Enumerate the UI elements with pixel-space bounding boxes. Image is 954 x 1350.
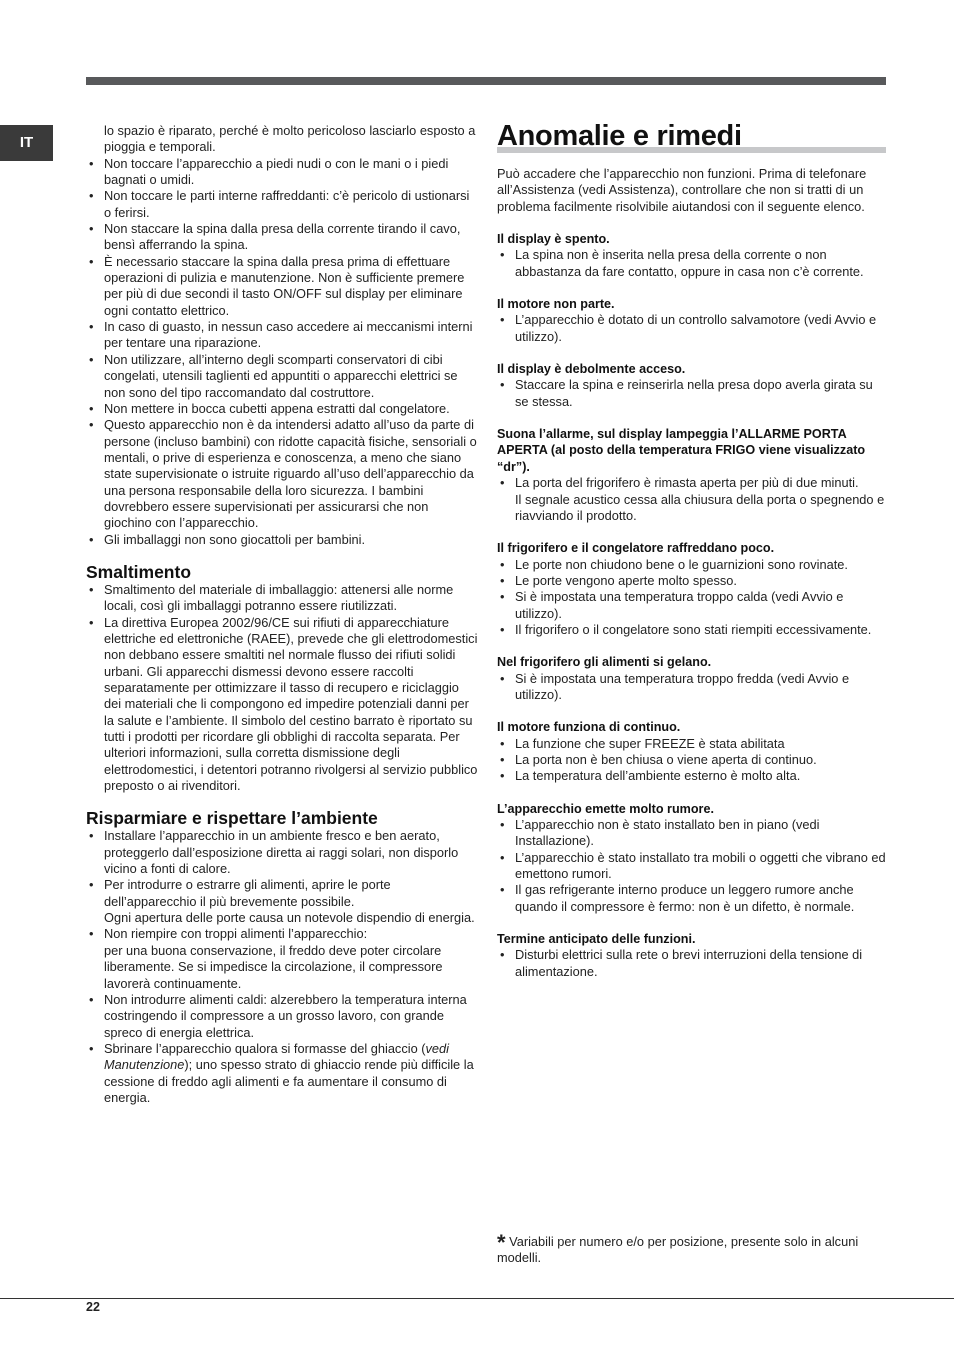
list-item: • Staccare la spina e reinserirla nella presa dopo averla girata su se stessa. bbox=[497, 377, 889, 410]
continued-paragraph: lo spazio è riparato, perché è molto pericoloso lasciarlo esposto a pioggia e temporali. bbox=[104, 123, 476, 155]
issue-heading: Il frigorifero e il congelatore raffreddano poco. bbox=[497, 541, 775, 556]
list-item: • La spina non è inserita nella presa della corrente o non abbastanza da fare contatto, oppure in casa non c’è corrente. bbox=[497, 247, 889, 280]
item-text: Ogni apertura delle porte causa un notevole dispendio di energia. bbox=[104, 910, 475, 926]
item-text: Non riempire con troppi alimenti l’apparecchio: bbox=[104, 926, 368, 942]
item-text: La porta del frigorifero è rimasta aperta per più di due minuti. bbox=[515, 475, 859, 491]
list-item: • Non mettere in bocca cubetti appena estratti dal congelatore. bbox=[86, 401, 478, 417]
section-heading-risparmio: Risparmiare e rispettare l’ambiente bbox=[86, 808, 378, 829]
list-item: • Si è impostata una temperatura troppo fredda (vedi Avvio e utilizzo). bbox=[497, 671, 889, 704]
issue-heading: Il display è spento. bbox=[497, 232, 610, 247]
list-item bbox=[86, 1041, 478, 1106]
page-title: Anomalie e rimedi bbox=[497, 120, 742, 152]
list-item: • In caso di guasto, in nessun caso accedere ai meccanismi interni per tentare una riparazione. bbox=[86, 319, 478, 352]
list-item bbox=[497, 475, 889, 524]
issue-block bbox=[497, 931, 889, 980]
list-item: • È necessario staccare la spina dalla presa prima di effettuare operazioni di pulizia e manutenzione. Non è sufficiente premere per più di due secondi il tasto ON/OFF sul display per eliminare ogni contatto elettrico. bbox=[86, 254, 478, 319]
header-rule bbox=[86, 77, 886, 85]
list-item: • Le porte non chiudono bene o le guarnizioni sono rovinate. bbox=[497, 557, 889, 573]
list-item: • La direttiva Europea 2002/96/CE sui rifiuti di apparecchiature elettriche ed elettroniche (RAEE), prevede che gli elettrodomestici non debbano essere smaltiti nel normale flusso dei rifiuti solidi urbani. Gli apparecchi dismessi devono essere raccolti separatamente per ottimizzare il tasso di recupero e riciclaggio dei materiali che li compongono ed impedire potenziali danni per la salute e l’ambiente. Il simbolo del cestino barrato è riportato su tutti i prodotti per ricordare gli obblighi di raccolta separata. Per ulteriori informazioni, sulla corretta dismissione degli elettrodomestici, i detentori potranno rivolgersi al servizio pubblico preposto o ai rivenditori. bbox=[86, 615, 478, 795]
issue-heading: L’apparecchio emette molto rumore. bbox=[497, 801, 714, 816]
list-item: • Il frigorifero o il congelatore sono stati riempiti eccessivamente. bbox=[497, 622, 889, 638]
list-item: • L’apparecchio è stato installato tra mobili o oggetti che vibrano ed emettono rumori. bbox=[497, 850, 889, 883]
issue-heading: Suona l’allarme, sul display lampeggia l’ALLARME PORTA APERTA (al posto della temperatura FRIGO viene visualizzato “dr”). bbox=[497, 427, 866, 474]
issue-block bbox=[497, 801, 889, 915]
issue-block bbox=[497, 654, 889, 703]
list-item: • Installare l’apparecchio in un ambiente fresco e ben aerato, proteggerlo dall’esposizione diretta ai raggi solari, non disporlo vicino a fonti di calore. bbox=[86, 828, 478, 877]
issue-heading: Il motore funziona di continuo. bbox=[497, 720, 681, 735]
item-text: Il segnale acustico cessa alla chiusura della porta o spegnendo e riavviando il prodotto. bbox=[515, 491, 885, 523]
safety-list bbox=[86, 156, 478, 548]
list-item: • L’apparecchio è dotato di un controllo salvamotore (vedi Avvio e utilizzo). bbox=[497, 312, 889, 345]
item-text: Sbrinare l’apparecchio qualora si formasse del ghiaccio ( bbox=[104, 1040, 426, 1056]
intro-paragraph: Può accadere che l’apparecchio non funzioni. Prima di telefonare all’Assistenza (vedi Assistenza), controllare che non si tratti di un problema facilmente risolvibile aiutandosi con il seguente elenco. bbox=[497, 166, 867, 214]
issue-heading: Il motore non parte. bbox=[497, 297, 615, 312]
list-item: • La funzione che super FREEZE è stata abilitata bbox=[497, 736, 889, 752]
list-item: • L’apparecchio non è stato installato ben in piano (vedi Installazione). bbox=[497, 817, 889, 850]
smaltimento-list bbox=[86, 582, 478, 794]
item-text: Per introdurre o estrarre gli alimenti, aprire le porte dell’apparecchio il più brevemente possibile. bbox=[104, 877, 391, 909]
left-column bbox=[86, 123, 478, 1106]
risparmio-list bbox=[86, 828, 478, 1106]
asterisk-icon: * bbox=[497, 1230, 506, 1255]
list-item: • Non toccare l’apparecchio a piedi nudi o con le mani o i piedi bagnati o umidi. bbox=[86, 156, 478, 189]
list-item: • Smaltimento del materiale di imballaggio: attenersi alle norme locali, così gli imballaggi potranno essere riutilizzati. bbox=[86, 582, 478, 615]
list-item: • Si è impostata una temperatura troppo calda (vedi Avvio e utilizzo). bbox=[497, 589, 889, 622]
issue-heading: Nel frigorifero gli alimenti si gelano. bbox=[497, 655, 712, 670]
list-item: • Il gas refrigerante interno produce un leggero rumore anche quando il compressore è fermo: non è un difetto, è normale. bbox=[497, 882, 889, 915]
issue-block bbox=[497, 719, 889, 784]
list-item: • Disturbi elettrici sulla rete o brevi interruzioni della tensione di alimentazione. bbox=[497, 947, 889, 980]
list-item: • Non introdurre alimenti caldi: alzerebbero la temperatura interna costringendo il compressore a un grosso lavoro, con grande spreco di energia elettrica. bbox=[86, 992, 478, 1041]
issue-block bbox=[497, 361, 889, 410]
list-item: • La porta non è ben chiusa o viene aperta di continuo. bbox=[497, 752, 889, 768]
item-text: ); uno spesso strato di ghiaccio rende più difficile la cessione di freddo agli alimenti e fa aumentare il consumo di energia. bbox=[104, 1057, 474, 1105]
list-item: • Le porte vengono aperte molto spesso. bbox=[497, 573, 889, 589]
issue-block bbox=[497, 296, 889, 345]
footnote bbox=[497, 1230, 889, 1267]
language-tab: IT bbox=[0, 125, 53, 161]
footnote-text: Variabili per numero e/o per posizione, presente solo in alcuni modelli. bbox=[497, 1234, 859, 1266]
issue-block bbox=[497, 426, 889, 524]
issue-heading: Il display è debolmente acceso. bbox=[497, 362, 686, 377]
list-item: • Questo apparecchio non è da intendersi adatto all’uso da parte di persone (incluso bambini) con ridotte capacità fisiche, sensoriali o mentali, o prive di esperienza e conoscenza, a meno che siano state supervisionate o istruite riguardo all’uso dell’apparecchio da una persona responsabile della loro sicurezza. I bambini dovrebbero essere supervisionati per assicurarsi che non giochino con l’apparecchio. bbox=[86, 417, 478, 531]
issue-heading: Termine anticipato delle funzioni. bbox=[497, 932, 696, 947]
footer-rule bbox=[0, 1298, 954, 1299]
list-item: • Non staccare la spina dalla presa della corrente tirando il cavo, bensì afferrando la spina. bbox=[86, 221, 478, 254]
page-number: 22 bbox=[86, 1300, 100, 1314]
right-column bbox=[497, 118, 889, 980]
list-item bbox=[86, 926, 478, 991]
list-item: • Gli imballaggi non sono giocattoli per bambini. bbox=[86, 532, 478, 548]
list-item bbox=[86, 877, 478, 926]
issue-block bbox=[497, 540, 889, 638]
issue-block bbox=[497, 231, 889, 280]
cross-reference: vedi Manutenzione bbox=[104, 1040, 449, 1073]
list-item: • Non toccare le parti interne raffreddanti: c’è pericolo di ustionarsi o ferirsi. bbox=[86, 188, 478, 221]
list-item: • La temperatura dell’ambiente esterno è molto alta. bbox=[497, 768, 889, 784]
section-heading-smaltimento: Smaltimento bbox=[86, 561, 192, 582]
item-text: per una buona conservazione, il freddo deve poter circolare liberamente. Se si impedisce la circolazione, il compressore lavorerà continuamente. bbox=[104, 942, 443, 991]
title-block bbox=[497, 118, 889, 156]
list-item: • Non utilizzare, all’interno degli scomparti conservatori di cibi congelati, utensili taglienti ed appuntiti o apparecchi elettrici se non sono del tipo raccomandato dal costruttore. bbox=[86, 352, 478, 401]
